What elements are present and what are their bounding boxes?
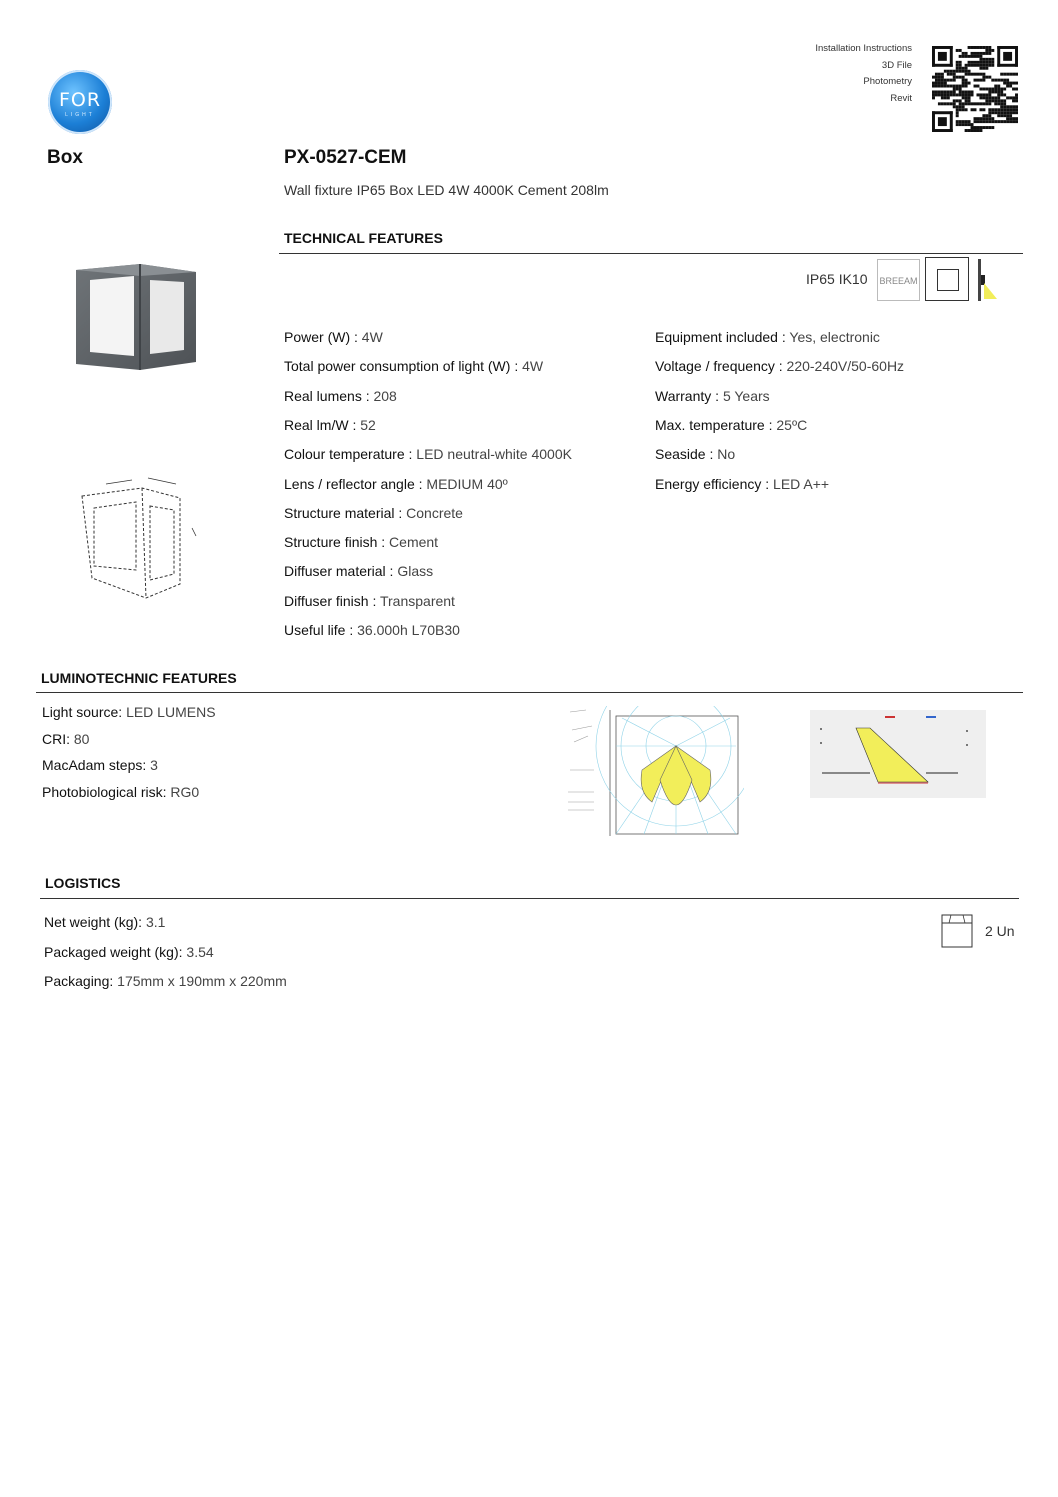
lum-row-label: Light source: bbox=[42, 704, 127, 720]
spec-row-value: 36.000h L70B30 bbox=[357, 622, 460, 638]
spec-row-label: Structure material : bbox=[284, 504, 407, 521]
spec-row-value: 4W bbox=[522, 358, 544, 375]
brand-logo bbox=[48, 70, 112, 134]
lum-row-value: 80 bbox=[73, 730, 90, 747]
units-per-package: 2 Un bbox=[985, 923, 1015, 939]
spec-row-label: Real lm/W : bbox=[284, 416, 361, 433]
spec-row-value: Glass bbox=[397, 563, 434, 580]
breeam-badge: BREEAM bbox=[877, 259, 920, 301]
spec-row-value: Transparent bbox=[379, 592, 455, 609]
spec-row-value: 5 Years bbox=[722, 387, 770, 404]
spec-row-label: Equipment included : bbox=[655, 329, 790, 345]
logistics-row-value: 175mm x 190mm x 220mm bbox=[117, 973, 287, 989]
spec-row bbox=[284, 593, 455, 609]
qr-code[interactable] bbox=[931, 46, 1019, 132]
link-installation[interactable]: Installation Instructions bbox=[815, 43, 912, 54]
divider bbox=[40, 898, 1019, 899]
lum-row-label: Photobiological risk: bbox=[42, 783, 171, 800]
technical-features-title: TECHNICAL FEATURES bbox=[284, 230, 443, 246]
logistics-row-value: 3.54 bbox=[186, 943, 214, 960]
logistics-row-label: Net weight (kg): bbox=[44, 914, 146, 930]
link-revit[interactable]: Revit bbox=[890, 93, 912, 105]
lum-row bbox=[42, 731, 89, 747]
spec-row-value: Cement bbox=[389, 534, 439, 551]
spec-row-label: Warranty : bbox=[655, 387, 723, 404]
lum-row bbox=[42, 704, 216, 720]
spec-row-value: 25ºC bbox=[776, 416, 808, 433]
spec-row bbox=[655, 358, 904, 374]
spec-row-label: Energy efficiency : bbox=[655, 475, 774, 492]
download-links bbox=[815, 41, 912, 108]
spec-row-label: Max. temperature : bbox=[655, 416, 777, 433]
link-3d-file[interactable]: 3D File bbox=[881, 59, 912, 71]
logistics-row-value: 3.1 bbox=[145, 914, 166, 930]
polar-photometry-diagram bbox=[564, 706, 744, 840]
spec-row-value: 220-240V/50-60Hz bbox=[786, 358, 905, 375]
spec-row-label: Real lumens : bbox=[284, 387, 374, 404]
product-description: Wall fixture IP65 Box LED 4W 4000K Cement 208lm bbox=[284, 182, 609, 198]
product-code: PX-0527-CEM bbox=[284, 147, 407, 168]
spec-row bbox=[284, 563, 433, 579]
lum-row-value: RG0 bbox=[170, 783, 200, 800]
lum-row bbox=[42, 784, 199, 800]
logistics-title: LOGISTICS bbox=[45, 875, 121, 891]
luminotechnic-features-title: LUMINOTECHNIC FEATURES bbox=[41, 670, 237, 686]
spec-row bbox=[655, 388, 770, 404]
logistics-row bbox=[44, 973, 287, 989]
class-ii-icon bbox=[925, 257, 969, 301]
lum-row bbox=[42, 757, 158, 773]
spec-row-label: Seaside : bbox=[655, 446, 718, 463]
spec-row-label: Diffuser material : bbox=[284, 563, 398, 580]
product-family: Box bbox=[47, 147, 83, 168]
logistics-row bbox=[44, 944, 214, 960]
spec-row bbox=[655, 476, 829, 492]
spec-row bbox=[284, 388, 397, 404]
spec-row-label: Lens / reflector angle : bbox=[284, 475, 427, 492]
lum-row-label: MacAdam steps: bbox=[42, 757, 151, 773]
spec-row-value: 52 bbox=[360, 416, 376, 433]
spec-row bbox=[284, 446, 572, 462]
logistics-row bbox=[44, 914, 165, 930]
illuminance-diagram bbox=[810, 710, 986, 798]
spec-row bbox=[284, 329, 383, 345]
dimension-drawing bbox=[76, 474, 200, 604]
link-photometry[interactable]: Photometry bbox=[863, 76, 912, 88]
package-box-icon bbox=[941, 914, 973, 948]
spec-row bbox=[284, 622, 460, 638]
spec-row-value: Concrete bbox=[406, 504, 463, 521]
logo-subtext: LIGHT bbox=[65, 112, 95, 118]
spec-row-label: Useful life : bbox=[284, 622, 358, 638]
spec-row-value: LED A++ bbox=[773, 475, 830, 492]
spec-row-value: Yes, electronic bbox=[789, 329, 880, 345]
spec-row bbox=[284, 534, 438, 550]
spec-row bbox=[284, 417, 376, 433]
ip-ik-rating: IP65 IK10 bbox=[806, 271, 868, 287]
spec-row-value: LED neutral-white 4000K bbox=[416, 446, 572, 463]
lum-row-label: CRI: bbox=[42, 730, 74, 747]
spec-row-label: Diffuser finish : bbox=[284, 592, 380, 609]
lum-row-value: 3 bbox=[150, 757, 158, 773]
divider bbox=[279, 253, 1023, 254]
spec-row-value: 4W bbox=[361, 329, 383, 345]
spec-row-label: Voltage / frequency : bbox=[655, 358, 787, 375]
logistics-row-label: Packaged weight (kg): bbox=[44, 943, 187, 960]
spec-row-label: Power (W) : bbox=[284, 329, 362, 345]
spec-row bbox=[655, 446, 735, 462]
spec-row bbox=[284, 505, 463, 521]
divider bbox=[36, 692, 1023, 693]
spec-row-label: Colour temperature : bbox=[284, 446, 417, 463]
product-photo bbox=[72, 258, 200, 374]
spec-row bbox=[284, 476, 508, 492]
lum-row-value: LED LUMENS bbox=[126, 704, 216, 720]
logo-text: FOR bbox=[58, 89, 102, 111]
spec-row bbox=[655, 329, 880, 345]
spec-row-label: Total power consumption of light (W) : bbox=[284, 358, 523, 375]
wall-light-icon bbox=[975, 257, 1001, 303]
spec-row bbox=[284, 358, 543, 374]
spec-row-value: MEDIUM 40º bbox=[426, 475, 508, 492]
spec-row bbox=[655, 417, 807, 433]
spec-row-value: No bbox=[717, 446, 736, 463]
logistics-row-label: Packaging: bbox=[44, 973, 118, 989]
spec-row-value: 208 bbox=[373, 387, 397, 404]
spec-row-label: Structure finish : bbox=[284, 534, 390, 551]
